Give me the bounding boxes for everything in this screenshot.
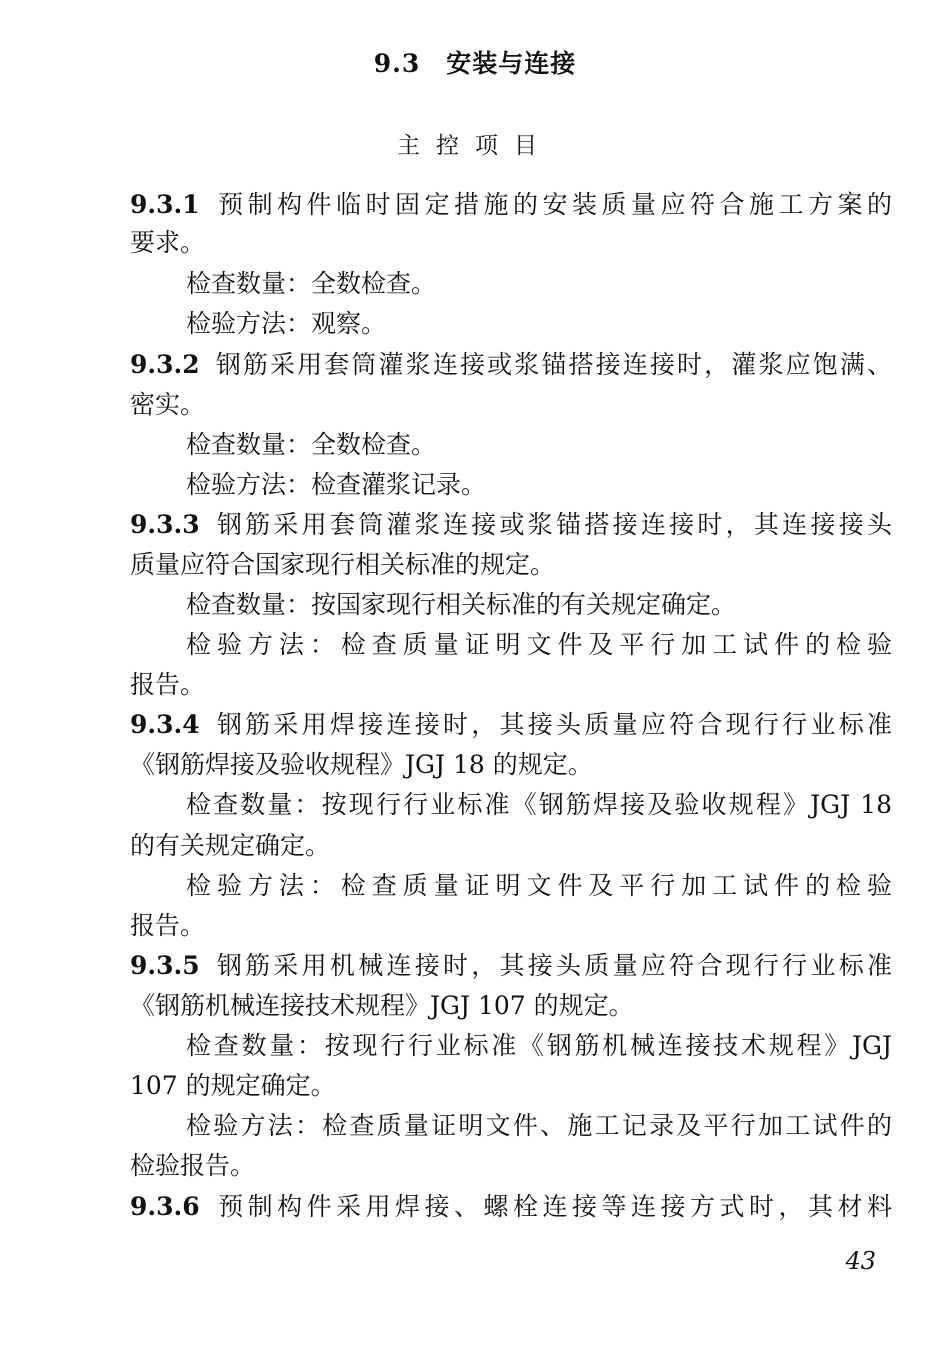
clause-line: 密实。 <box>130 390 206 419</box>
check-quantity: 检查数量：按国家现行相关标准的有关规定确定。 <box>186 590 737 619</box>
clause-line <box>130 510 892 540</box>
section-number: 9.3 <box>373 49 421 78</box>
check-method: 检验方法：检查质量证明文件及平行加工试件的检验 <box>186 871 892 900</box>
clause-text: 钢筋采用焊接连接时，其接头质量应符合现行行业标准 <box>213 710 892 739</box>
clause-text: 预制构件临时固定措施的安装质量应符合施工方案的 <box>213 190 892 219</box>
clause-number: 9.3.1 <box>130 190 200 219</box>
clause-text: 预制构件采用焊接、螺栓连接等连接方式时，其材料 <box>213 1192 892 1221</box>
check-quantity: 检查数量：全数检查。 <box>186 430 437 459</box>
clause-number: 9.3.3 <box>130 510 200 539</box>
check-quantity-continued: 的有关规定确定。 <box>130 831 331 860</box>
clause-line <box>130 350 892 380</box>
clause-text: 钢筋采用套筒灌浆连接或浆锚搭接连接时，灌浆应饱满、 <box>213 350 892 379</box>
clause-line <box>130 710 892 740</box>
clause-number: 9.3.2 <box>130 350 200 379</box>
check-quantity: 检查数量：全数检查。 <box>186 269 437 298</box>
clause-line <box>130 1192 892 1222</box>
clause-line: 《钢筋焊接及验收规程》JGJ 18 的规定。 <box>130 750 593 779</box>
check-quantity: 检查数量：按现行行业标准《钢筋焊接及验收规程》JGJ 18 <box>186 790 892 819</box>
check-method: 检验方法：检查灌浆记录。 <box>186 470 487 499</box>
check-method-continued: 报告。 <box>130 911 206 940</box>
check-method-continued: 报告。 <box>130 670 206 699</box>
section-title-text: 安装与连接 <box>446 49 577 78</box>
check-method: 检验方法：观察。 <box>186 309 387 338</box>
clause-line: 要求。 <box>130 228 206 257</box>
check-quantity-continued: 107 的规定确定。 <box>130 1071 336 1100</box>
clause-line <box>130 951 892 981</box>
clause-text: 钢筋采用套筒灌浆连接或浆锚搭接连接时，其连接接头 <box>213 510 892 539</box>
check-method: 检验方法：检查质量证明文件及平行加工试件的检验 <box>186 630 892 659</box>
clause-number: 9.3.6 <box>130 1192 200 1221</box>
check-quantity: 检查数量：按现行行业标准《钢筋机械连接技术规程》JGJ <box>186 1031 892 1060</box>
clause-text: 钢筋采用机械连接时，其接头质量应符合现行行业标准 <box>213 951 892 980</box>
clause-number: 9.3.4 <box>130 710 200 739</box>
check-method-continued: 检验报告。 <box>130 1151 256 1180</box>
clause-line <box>130 190 892 220</box>
subsection-heading: 主控项目 <box>397 133 553 159</box>
page-number: 43 <box>845 1247 876 1275</box>
check-method: 检验方法：检查质量证明文件、施工记录及平行加工试件的 <box>186 1111 892 1140</box>
clause-line: 《钢筋机械连接技术规程》JGJ 107 的规定。 <box>130 991 634 1020</box>
clause-line: 质量应符合国家现行相关标准的规定。 <box>130 550 556 579</box>
clause-number: 9.3.5 <box>130 951 200 980</box>
section-heading <box>0 44 950 80</box>
